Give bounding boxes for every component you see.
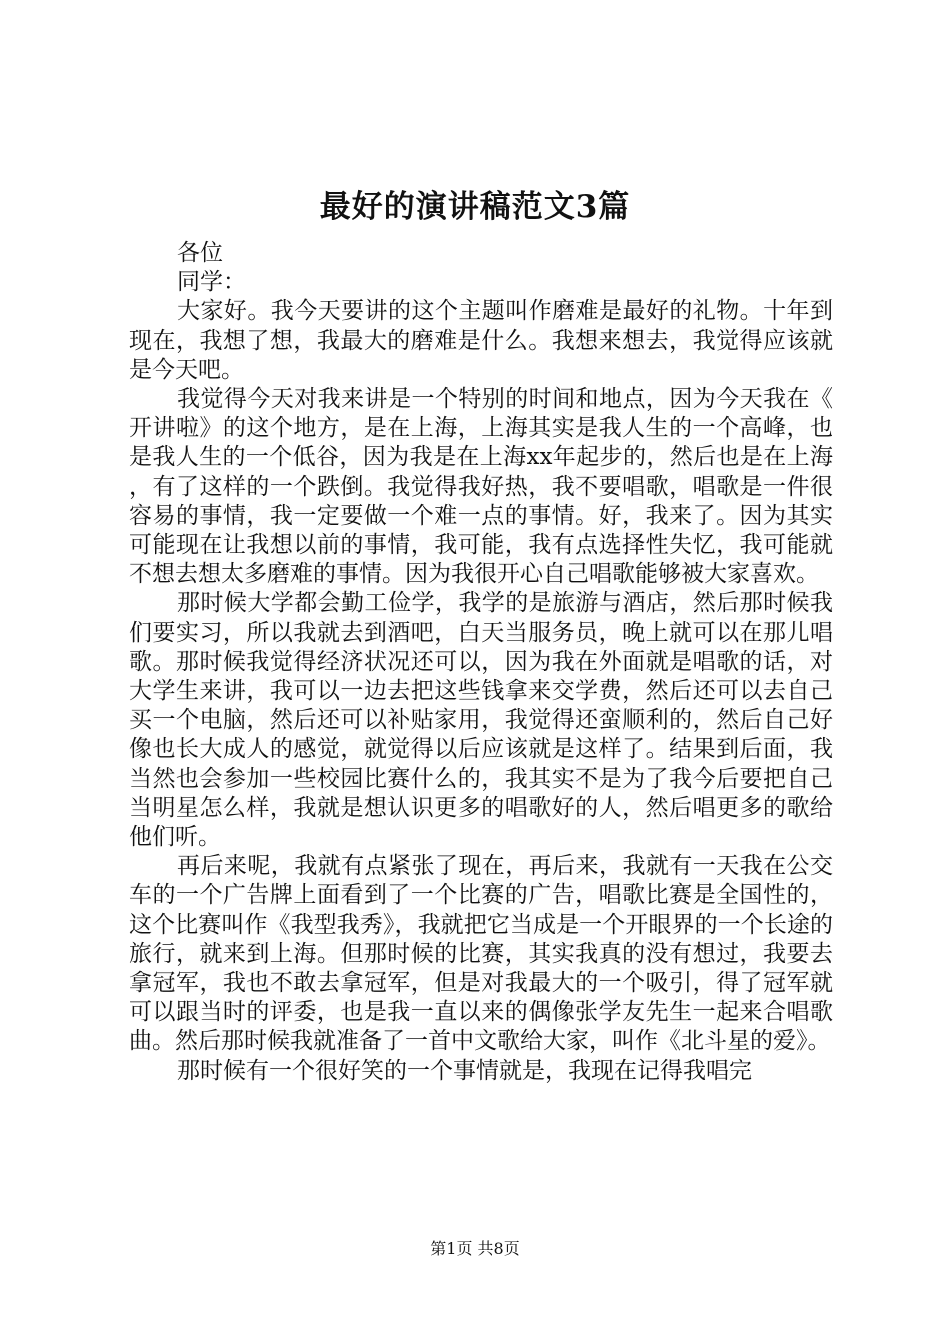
page-number-footer: 第1页 共8页 <box>430 1239 520 1258</box>
paragraph-greeting-2: 同学： <box>177 269 246 296</box>
document-body <box>129 239 833 1086</box>
paragraph: 那时候有一个很好笑的一个事情就是，我现在记得我唱完 <box>177 1057 752 1084</box>
document-title: 最好的演讲稿范文3篇 <box>319 189 631 225</box>
paragraph: 我觉得今天对我来讲是一个特别的时间和地点，因为今天我在《开讲啦》的这个地方，是在上海，上海其实是我人生的一个高峰，也是我人生的一个低谷，因为我是在上海xx年起步的，然后也是在上海，有了这样的一个跌倒。我觉得我好热，我不要唱歌，唱歌是一件很容易的事情，我一定要做一个难一点的事情。好，我来了。因为其实可能现在让我想以前的事情，我可能，我有点选择性失忆，我可能就不想去想太多磨难的事情。因为我很开心自己唱歌能够被大家喜欢。 <box>129 386 833 588</box>
paragraph: 那时候大学都会勤工俭学，我学的是旅游与酒店，然后那时候我们要实习，所以我就去到酒吧，白天当服务员，晚上就可以在那儿唱歌。那时候我觉得经济状况还可以，因为我在外面就是唱歌的话，对大学生来讲，我可以一边去把这些钱拿来交学费，然后还可以去自己买一个电脑，然后还可以补贴家用，我觉得还蛮顺利的，然后自己好像也长大成人的感觉，就觉得以后应该就是这样了。结果到后面，我当然也会参加一些校园比赛什么的，我其实不是为了我今后要把自己当明星怎么样，我就是想认识更多的唱歌好的人，然后唱更多的歌给他们听。 <box>129 590 833 851</box>
paragraph-greeting: 各位 <box>177 240 223 266</box>
paragraph: 再后来呢，我就有点紧张了现在，再后来，我就有一天我在公交车的一个广告牌上面看到了一个比赛的广告，唱歌比赛是全国性的，这个比赛叫作《我型我秀》，我就把它当成是一个开眼界的一个长途的旅行，就来到上海。但那时候的比赛，其实我真的没有想过，我要去拿冠军，我也不敢去拿冠军，但是对我最大的一个吸引，得了冠军就可以跟当时的评委，也是我一直以来的偶像张学友先生一起来合唱歌曲。然后那时候我就准备了一首中文歌给大家，叫作《北斗星的爱》。 <box>129 853 833 1055</box>
paragraph: 大家好。我今天要讲的这个主题叫作磨难是最好的礼物。十年到现在，我想了想，我最大的磨难是什么。我想来想去，我觉得应该就是今天吧。 <box>129 298 833 383</box>
